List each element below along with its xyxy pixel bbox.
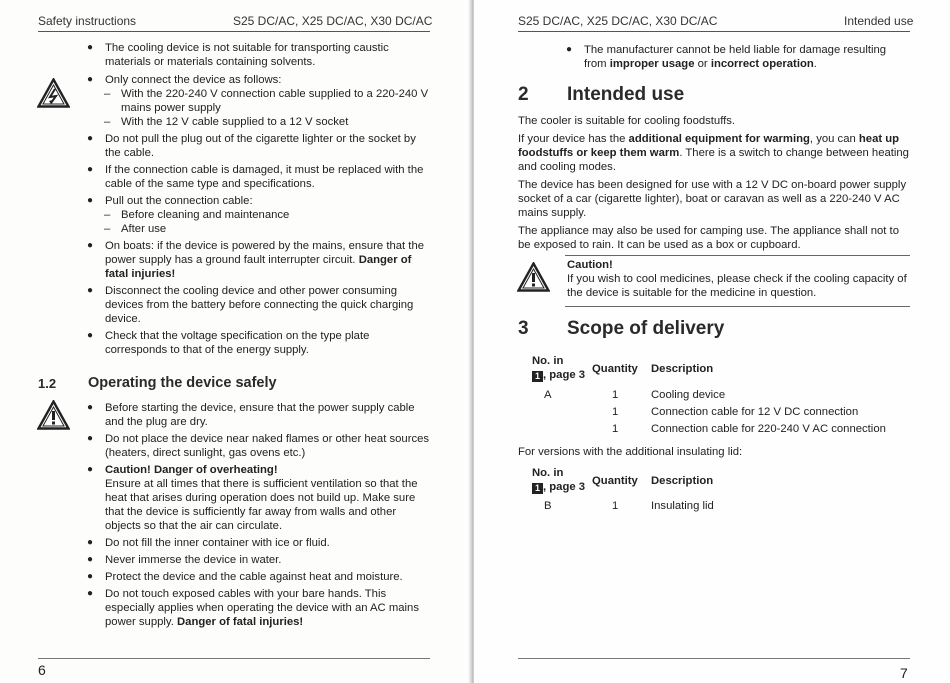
page-number: 7 (900, 665, 908, 681)
paragraph: The cooler is suitable for cooling foodstuffs. (518, 115, 736, 127)
safety-list-b (86, 401, 431, 629)
col-header-description: Description (651, 363, 714, 375)
list-item: ● Protect the device and the cable against heat and moisture. (86, 570, 431, 584)
figure-ref-icon: 1 (532, 483, 543, 494)
left-page (0, 0, 470, 683)
list-item: ● The manufacturer cannot be held liable for damage resulting from improper usage or incorrect operation. (565, 43, 910, 71)
list-item: ● Disconnect the cooling device and other power consuming devices from the battery before connecting the quick charging device. (86, 284, 431, 326)
paragraph: The device has been designed for use with a 12 V DC on-board power supply socket of a car (cigarette lighter), boat or caravan as well as a 220-240 V AC mains supply. (518, 179, 907, 219)
left-header-title: Safety instructions (38, 14, 137, 28)
footer-rule (518, 658, 910, 659)
sub-list-item: – Before cleaning and maintenance (86, 208, 431, 222)
caution-note (567, 258, 912, 300)
paragraph: The appliance may also be used for camping use. The appliance shall not to be exposed to rain. It can be used as a box or cupboard. (518, 225, 899, 251)
right-header-title: Intended use (844, 14, 914, 28)
list-item: ● Do not pull the plug out of the cigarette lighter or the socket by the cable. (86, 132, 431, 160)
header-rule (518, 31, 910, 32)
footer-rule (38, 658, 430, 659)
table-cell-qty: 1 (612, 423, 619, 435)
table-cell-desc: Connection cable for 220-240 V AC connection (651, 423, 886, 435)
list-item: ● Check that the voltage specification on the type plate corresponds to that of the energy supply. (86, 329, 431, 357)
electric-hazard-icon (37, 78, 70, 108)
list-item: ● Before starting the device, ensure that the power supply cable and the plug are dry. (86, 401, 431, 429)
danger-text: Danger of fatal injuries! (105, 254, 412, 280)
list-item: ● Do not place the device near naked flames or other heat sources (heaters, direct sunlight, gas ovens etc.) (86, 432, 431, 460)
list-item: ● If the connection cable is damaged, it must be replaced with the cable of the same type and specifications. (86, 163, 431, 191)
header-rule (38, 31, 430, 32)
left-header-models: S25 DC/AC, X25 DC/AC, X30 DC/AC (233, 14, 433, 28)
list-item: ● Never immerse the device in water. (86, 553, 431, 567)
caution-text: If you wish to cool medicines, please check if the cooling capacity of the device is suitable for the medicine in question. (567, 273, 907, 299)
section-title: Operating the device safely (88, 375, 277, 391)
paragraph: If your device has the additional equipment for warming, you can heat up foodstuffs or keep them warm. There is a switch to change between heating and cooling modes. (518, 133, 909, 173)
list-item: ● Do not touch exposed cables with your bare hands. This especially applies when operating the device with an AC mains power supply. Danger of fatal injuries! (86, 587, 431, 629)
table-cell-desc: Cooling device (651, 389, 726, 401)
col-header-description: Description (651, 475, 714, 487)
sub-list-item: – With the 220-240 V connection cable supplied to a 220-240 V mains power supply (86, 87, 431, 115)
table-cell-desc: Insulating lid (651, 500, 714, 512)
warning-icon (37, 400, 70, 430)
safety-list-a (86, 41, 431, 357)
caution-heading: Caution! Danger of overheating! (105, 464, 278, 476)
list-item: ● Do not fill the inner container with ice or fluid. (86, 536, 431, 550)
list-item: ● The cooling device is not suitable for transporting caustic materials or materials containing solvents. (86, 41, 431, 69)
list-item: ● Caution! Danger of overheating! Ensure at all times that there is sufficient ventilation so that the heat that arises during operation does not build up. Make sure that the device is sufficiently far away from walls and other objects so that the air can circulate. (86, 463, 431, 533)
section-title: Scope of delivery (567, 318, 725, 339)
col-header-no: No. in 1 , page 3 (532, 355, 586, 381)
danger-text: Danger of fatal injuries! (177, 616, 304, 628)
col-header-quantity: Quantity (592, 475, 638, 487)
right-page (474, 0, 950, 683)
right-header-models: S25 DC/AC, X25 DC/AC, X30 DC/AC (518, 14, 718, 28)
list-item: ● On boats: if the device is powered by the mains, ensure that the power supply has a ground fault interrupter circuit. Danger of fatal injuries! (86, 239, 431, 281)
table-cell-no: B (544, 500, 552, 512)
table-cell-qty: 1 (612, 389, 619, 401)
sub-list-item: – With the 12 V cable supplied to a 12 V socket (86, 115, 431, 129)
section-number: 2 (518, 84, 529, 105)
warning-icon (517, 262, 550, 292)
caution-top-rule (565, 255, 910, 256)
caution-title: Caution! (567, 259, 613, 271)
section-number: 3 (518, 318, 529, 339)
table-cell-desc: Connection cable for 12 V DC connection (651, 406, 859, 418)
list-item: ● Only connect the device as follows: (86, 73, 431, 87)
section-title: Intended use (567, 84, 685, 105)
section-number: 1.2 (38, 376, 57, 391)
table-cell-no: A (544, 389, 552, 401)
figure-ref-icon: 1 (532, 371, 543, 382)
col-header-quantity: Quantity (592, 363, 638, 375)
table-cell-qty: 1 (612, 500, 619, 512)
page-number: 6 (38, 662, 46, 678)
caution-bottom-rule (565, 306, 910, 307)
versions-note: For versions with the additional insulating lid: (518, 446, 743, 458)
col-header-no: No. in 1 , page 3 (532, 467, 586, 493)
list-item: ● Pull out the connection cable: (86, 194, 431, 208)
table-cell-qty: 1 (612, 406, 619, 418)
sub-list-item: – After use (86, 222, 431, 236)
liability-bullet (565, 43, 910, 71)
